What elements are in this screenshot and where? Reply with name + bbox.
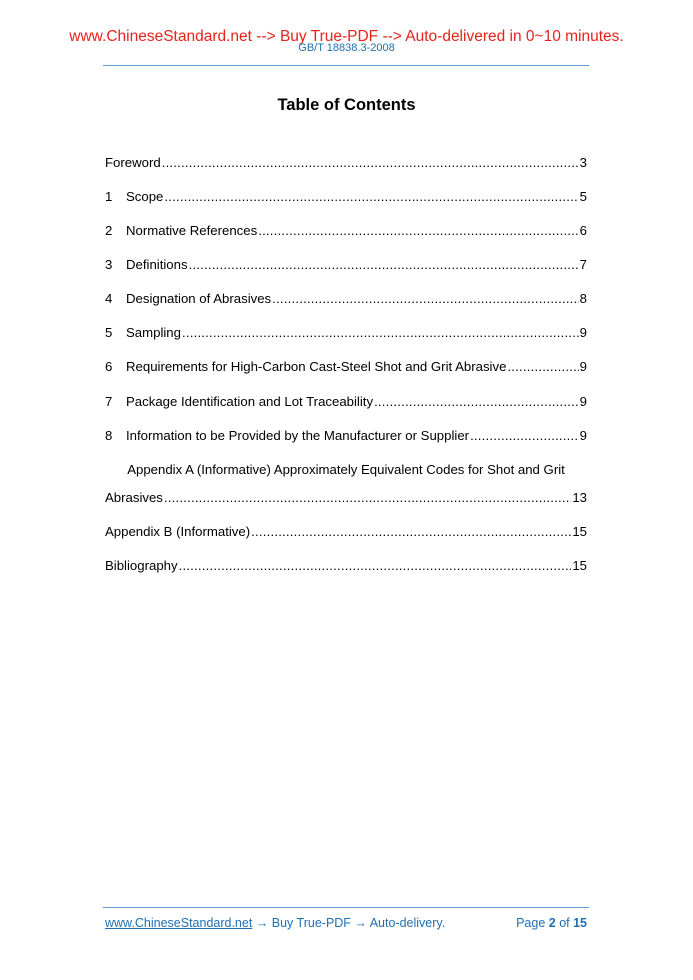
toc-entry-number: 7 bbox=[105, 394, 113, 409]
page-prefix: Page bbox=[516, 916, 549, 930]
toc-entry-number: 1 bbox=[105, 189, 113, 204]
toc-entry-appendix-a-line1[interactable]: Appendix A (Informative) Approximately Equivalent Codes for Shot and Grit bbox=[127, 462, 565, 477]
promo-banner[interactable]: www.ChineseStandard.net --> Buy True-PDF --> Auto-delivered in 0~10 minutes. bbox=[69, 28, 624, 45]
toc-leader-dots bbox=[179, 557, 572, 574]
toc-entry-scope[interactable] bbox=[105, 188, 587, 205]
toc-entry-page: 15 bbox=[572, 558, 587, 573]
toc-entry-designation-of-abrasives[interactable] bbox=[105, 290, 587, 307]
toc-leader-dots bbox=[162, 154, 579, 171]
toc-entry-number: 5 bbox=[105, 325, 113, 340]
toc-entry-label: Scope bbox=[126, 189, 164, 204]
toc-entry-page: 7 bbox=[579, 257, 587, 272]
toc-entry-appendix-b[interactable] bbox=[105, 523, 587, 540]
toc-leader-dots bbox=[507, 358, 578, 375]
toc-entry-page: 8 bbox=[579, 291, 587, 306]
toc-leader-dots bbox=[164, 489, 571, 506]
toc-entry-page: 9 bbox=[579, 394, 587, 409]
toc-entry-page: 15 bbox=[572, 524, 587, 539]
toc-entry-label: Requirements for High-Carbon Cast-Steel Shot and Grit Abrasive bbox=[126, 359, 507, 374]
toc-entry-definitions[interactable] bbox=[105, 256, 587, 273]
toc-entry-package-identification[interactable] bbox=[105, 393, 587, 410]
toc-leader-dots bbox=[182, 324, 579, 341]
toc-entry-requirements[interactable] bbox=[105, 358, 587, 375]
toc-entry-label: Abrasives bbox=[105, 490, 163, 505]
toc-entry-page: 9 bbox=[579, 325, 587, 340]
toc-entry-label: Designation of Abrasives bbox=[126, 291, 272, 306]
toc-entry-page: 5 bbox=[579, 189, 587, 204]
toc-entry-label: Foreword bbox=[105, 155, 161, 170]
toc-entry-number: 6 bbox=[105, 359, 113, 374]
current-page-number: 2 bbox=[548, 916, 556, 930]
toc-leader-dots bbox=[258, 222, 578, 239]
toc-leader-dots bbox=[470, 427, 579, 444]
toc-leader-dots bbox=[272, 290, 579, 307]
toc-entry-normative-references[interactable] bbox=[105, 222, 587, 239]
toc-entry-page: 3 bbox=[579, 155, 587, 170]
toc-entry-number: 8 bbox=[105, 428, 113, 443]
total-pages-number: 15 bbox=[573, 916, 587, 930]
toc-entry-number: 2 bbox=[105, 223, 113, 238]
toc-entry-label: Sampling bbox=[126, 325, 181, 340]
toc-entry-sampling[interactable] bbox=[105, 324, 587, 341]
toc-title: Table of Contents bbox=[277, 96, 416, 114]
toc-entry-page: 9 bbox=[579, 428, 587, 443]
toc-leader-dots bbox=[251, 523, 571, 540]
standard-code: GB/T 18838.3-2008 bbox=[298, 42, 395, 54]
toc-entry-label: Definitions bbox=[126, 257, 188, 272]
footer-divider bbox=[103, 907, 589, 908]
footer-site-link[interactable]: www.ChineseStandard.net bbox=[105, 916, 253, 930]
toc-entry-label: Information to be Provided by the Manufacturer or Supplier bbox=[126, 428, 470, 443]
header-divider bbox=[103, 65, 589, 66]
toc-entry-bibliography[interactable] bbox=[105, 557, 587, 574]
toc-leader-dots bbox=[189, 256, 579, 273]
toc-entry-appendix-a[interactable] bbox=[105, 489, 587, 506]
toc-entry-number: 3 bbox=[105, 257, 113, 272]
toc-entry-label: Bibliography bbox=[105, 558, 178, 573]
toc-leader-dots bbox=[164, 188, 578, 205]
toc-leader-dots bbox=[374, 393, 579, 410]
toc-entry-page: 9 bbox=[579, 359, 587, 374]
toc-entry-page: 13 bbox=[572, 490, 587, 505]
footer-promo-text: → Buy True-PDF → Auto-delivery. bbox=[252, 916, 446, 930]
page-of: of bbox=[555, 916, 574, 930]
toc-entry-label: Package Identification and Lot Traceability bbox=[126, 394, 374, 409]
page-footer bbox=[105, 916, 587, 931]
toc-entry-label: Normative References bbox=[126, 223, 258, 238]
toc-entry-foreword[interactable] bbox=[105, 154, 587, 171]
toc-entry-page: 6 bbox=[579, 223, 587, 238]
page-indicator bbox=[516, 916, 587, 931]
toc-entry-number: 4 bbox=[105, 291, 113, 306]
toc-entry-label: Appendix B (Informative) bbox=[105, 524, 251, 539]
toc-entry-manufacturer-information[interactable] bbox=[105, 427, 587, 444]
